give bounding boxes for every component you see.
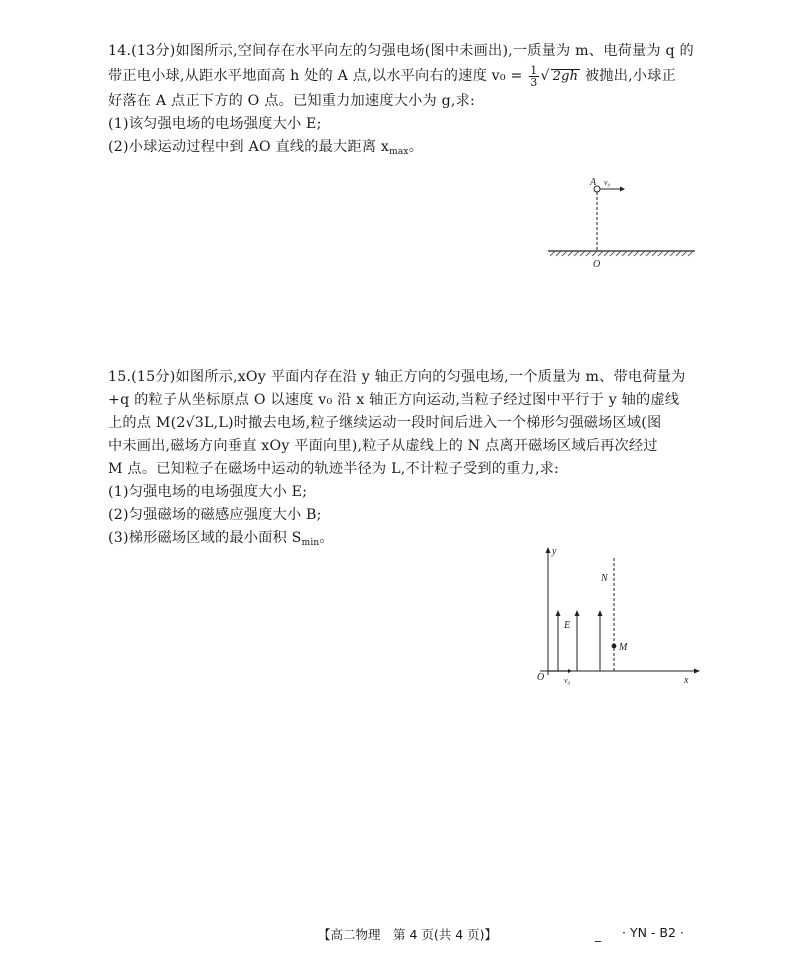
footer-page-info: 【高二物理 第 4 页(共 4 页)】 (318, 927, 498, 942)
q14-line-2 (108, 63, 708, 90)
ground-hatching (550, 251, 693, 256)
velocity-arrowhead (620, 187, 625, 192)
q15-line-4: 中未画出,磁场方向垂直 xOy 平面向里),粒子从虚线上的 N 点离开磁场区域后再次经过 (108, 438, 658, 454)
q14-line-2-tail: 被抛出,小球正 (584, 68, 676, 84)
q15-line-1: 15.(15分)如图所示,xOy 平面内存在沿 y 轴正方向的匀强电场,一个质量为 m、带电荷量为 (108, 369, 686, 385)
q14-line-3: 好落在 A 点正下方的 O 点。已知重力加速度大小为 g,求: (108, 93, 475, 109)
q14-part-1: (1)该匀强电场的电场强度大小 E; (108, 116, 322, 132)
q14-part-2-period: 。 (408, 139, 424, 155)
label-N: N (601, 573, 608, 584)
label-E: E (564, 620, 571, 631)
q14-line-2-head: 带正电小球,从距水平地面高 h 处的 A 点,以水平向右的速度 v₀ = (108, 68, 523, 84)
question-15 (108, 366, 728, 555)
sqrt-body: 2gh (552, 69, 579, 84)
label-O: O (537, 672, 545, 683)
smin-subscript: min (301, 538, 320, 548)
sqrt-symbol: √ (540, 68, 550, 84)
q14-part-2-text: (2)小球运动过程中到 AO 直线的最大距离 x (108, 139, 390, 155)
label-O: O (593, 259, 601, 270)
xmax-subscript: max (389, 147, 409, 157)
label-v0: v₀ (564, 676, 571, 685)
footer-code: · YN - B2 · (622, 925, 684, 940)
q15-line-3: 上的点 M(2√3L,L)时撤去电场,粒子继续运动一段时间后进入一个梯形匀强磁场区域(图 (108, 415, 662, 431)
label-A: A (590, 177, 597, 188)
point-M (612, 644, 617, 649)
y-axis-arrowhead (546, 547, 551, 553)
footer-dash: _ (595, 927, 602, 942)
q15-part-2: (2)匀强磁场的磁感应强度大小 B; (108, 507, 322, 523)
q15-figure (530, 540, 710, 685)
q15-line-2: +q 的粒子从坐标原点 O 以速度 v₀ 沿 x 轴正方向运动,当粒子经过图中平行于 y 轴的虚线 (108, 392, 680, 408)
label-v0: v₀ (604, 178, 611, 187)
velocity-fraction (529, 65, 538, 88)
label-M: M (619, 642, 628, 653)
q14-part-2 (108, 136, 708, 164)
q15-part-3-period: 。 (319, 530, 334, 546)
q15-part-1: (1)匀强电场的电场强度大小 E; (108, 484, 308, 500)
fraction-numerator: 1 (530, 63, 538, 77)
q14-figure (540, 170, 710, 270)
fraction-denominator: 3 (530, 75, 538, 89)
question-14 (108, 40, 708, 164)
q14-line-1: 14.(13分)如图所示,空间存在水平向左的匀强电场(图中未画出),一质量为 m、电荷量为 q 的 (108, 43, 694, 59)
q15-part-3-text: (3)梯形磁场区域的最小面积 S (108, 530, 302, 546)
x-axis-arrowhead (694, 669, 700, 674)
label-y: y (552, 546, 557, 557)
label-x: x (684, 675, 689, 685)
q15-line-5: M 点。已知粒子在磁场中运动的轨迹半径为 L,不计粒子受到的重力,求: (108, 461, 560, 477)
